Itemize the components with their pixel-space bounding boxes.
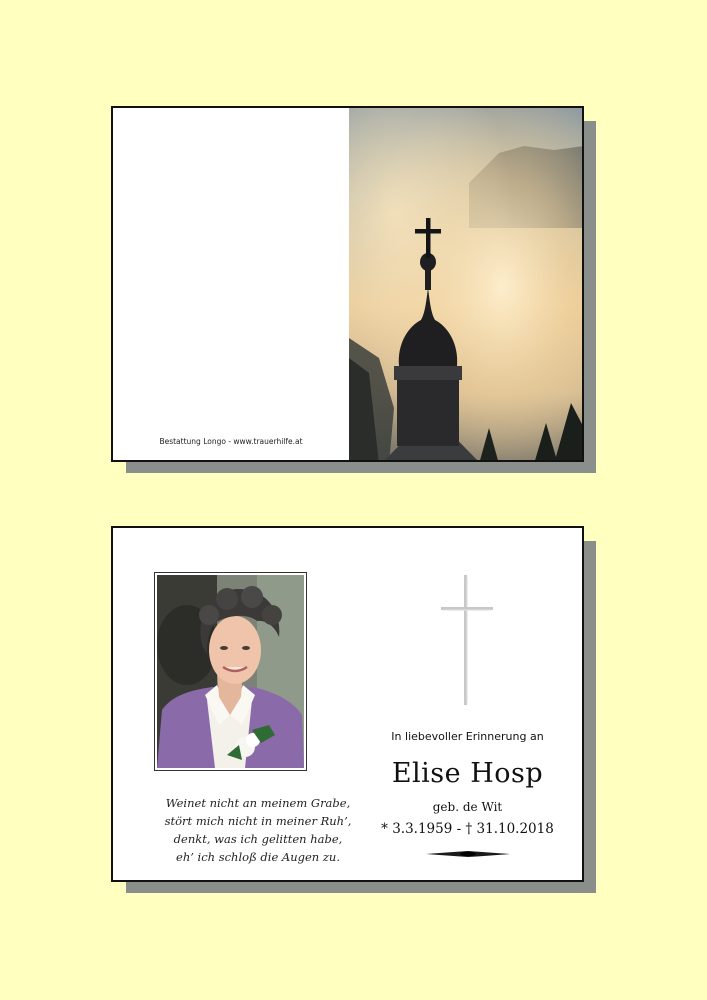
cross-icon	[439, 573, 495, 708]
church-tower-photo	[349, 108, 584, 460]
poem-line: stört mich nicht in meiner Ruh’,	[164, 814, 352, 828]
funeral-home-imprint: Bestattung Longo - www.trauerhilfe.at	[159, 437, 303, 446]
birth-date: * 3.3.1959	[381, 821, 453, 837]
life-dates	[349, 821, 584, 837]
card-front-blank-page	[113, 108, 349, 460]
poem-line: denkt, was ich gelitten habe,	[173, 832, 343, 846]
poem-line: eh’ ich schloß die Augen zu.	[176, 850, 340, 864]
portrait-photo	[154, 572, 307, 771]
memorial-text-column	[349, 528, 584, 880]
poem-line: Weinet nicht an meinem Grabe,	[165, 796, 351, 810]
date-separator: -	[456, 821, 466, 837]
memorial-poem	[133, 794, 383, 866]
deceased-name: Elise Hosp	[391, 758, 544, 789]
memory-line: In liebevoller Erinnerung an	[391, 730, 544, 743]
ornament-divider	[426, 850, 510, 858]
death-date: † 31.10.2018	[465, 821, 554, 837]
maiden-name: geb. de Wit	[432, 800, 503, 814]
card-front	[111, 106, 584, 462]
card-inside	[111, 526, 584, 882]
